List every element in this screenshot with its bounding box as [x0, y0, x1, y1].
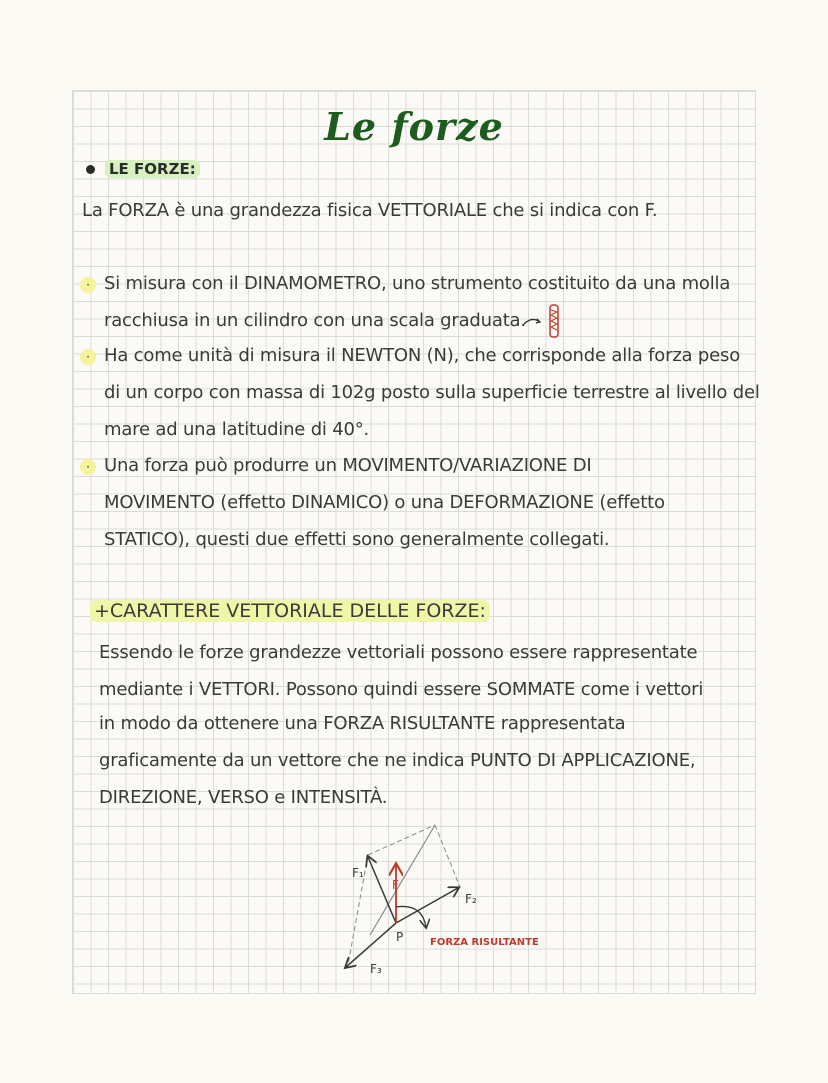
page-title: Le forze — [324, 104, 504, 149]
force-vector-diagram — [330, 815, 560, 985]
dashed-construction-line — [368, 825, 435, 855]
definition-text: La FORZA è una grandezza fisica VETTORIALE che si indica con F. — [82, 200, 658, 221]
section-heading-label: LE FORZE: — [105, 160, 200, 178]
paragraph-line-1: Essendo le forze grandezze vettoriali possono essere rappresentate — [99, 642, 698, 663]
label-p: P — [396, 930, 404, 944]
label-f1: F₁ — [352, 866, 364, 880]
pointer-arrow-icon — [396, 906, 426, 927]
bullet-2-line-1: Ha come unità di misura il NEWTON (N), che corrisponde alla forza peso — [104, 345, 741, 366]
paragraph-line-5: DIREZIONE, VERSO e INTENSITÀ. — [99, 787, 388, 808]
bullet-1-line-2: racchiusa in un cilindro con una scala graduata. — [104, 310, 526, 331]
bullet-dot-icon — [86, 165, 95, 174]
label-f3: F₃ — [370, 962, 382, 976]
bullet-3-line-2: MOVIMENTO (effetto DINAMICO) o una DEFORMAZIONE (effetto — [104, 492, 665, 513]
vector-f2 — [396, 888, 458, 923]
label-f: F — [392, 878, 399, 892]
paragraph-line-3: in modo da ottenere una FORZA RISULTANTE rappresentata — [99, 713, 626, 734]
bullet-2-line-2: di un corpo con massa di 102g posto sulla superficie terrestre al livello del — [104, 382, 760, 403]
bullet-1-line-1: Si misura con il DINAMOMETRO, uno strumento costituito da una molla — [104, 273, 731, 294]
dynamometer-icon — [522, 300, 566, 342]
vector-f3 — [346, 923, 396, 967]
section-heading-forze — [86, 160, 200, 178]
bullet-dot-icon: · — [80, 277, 96, 293]
bullet-3-line-1: Una forza può produrre un MOVIMENTO/VARIAZIONE DI — [104, 455, 592, 476]
bullet-2-line-3: mare ad una latitudine di 40°. — [104, 419, 370, 440]
dashed-construction-line — [435, 825, 460, 887]
bullet-dot-icon: · — [80, 459, 96, 475]
bullet-dot-icon: · — [80, 349, 96, 365]
label-f2: F₂ — [465, 892, 477, 906]
section-heading-vettoriale: +CARATTERE VETTORIALE DELLE FORZE: — [90, 600, 490, 622]
paragraph-line-2: mediante i VETTORI. Possono quindi essere SOMMATE come i vettori — [99, 679, 704, 700]
label-resultant: FORZA RISULTANTE — [430, 937, 539, 948]
bullet-3-line-3: STATICO), questi due effetti sono generalmente collegati. — [104, 529, 610, 550]
paragraph-line-4: graficamente da un vettore che ne indica PUNTO DI APPLICAZIONE, — [99, 750, 696, 771]
